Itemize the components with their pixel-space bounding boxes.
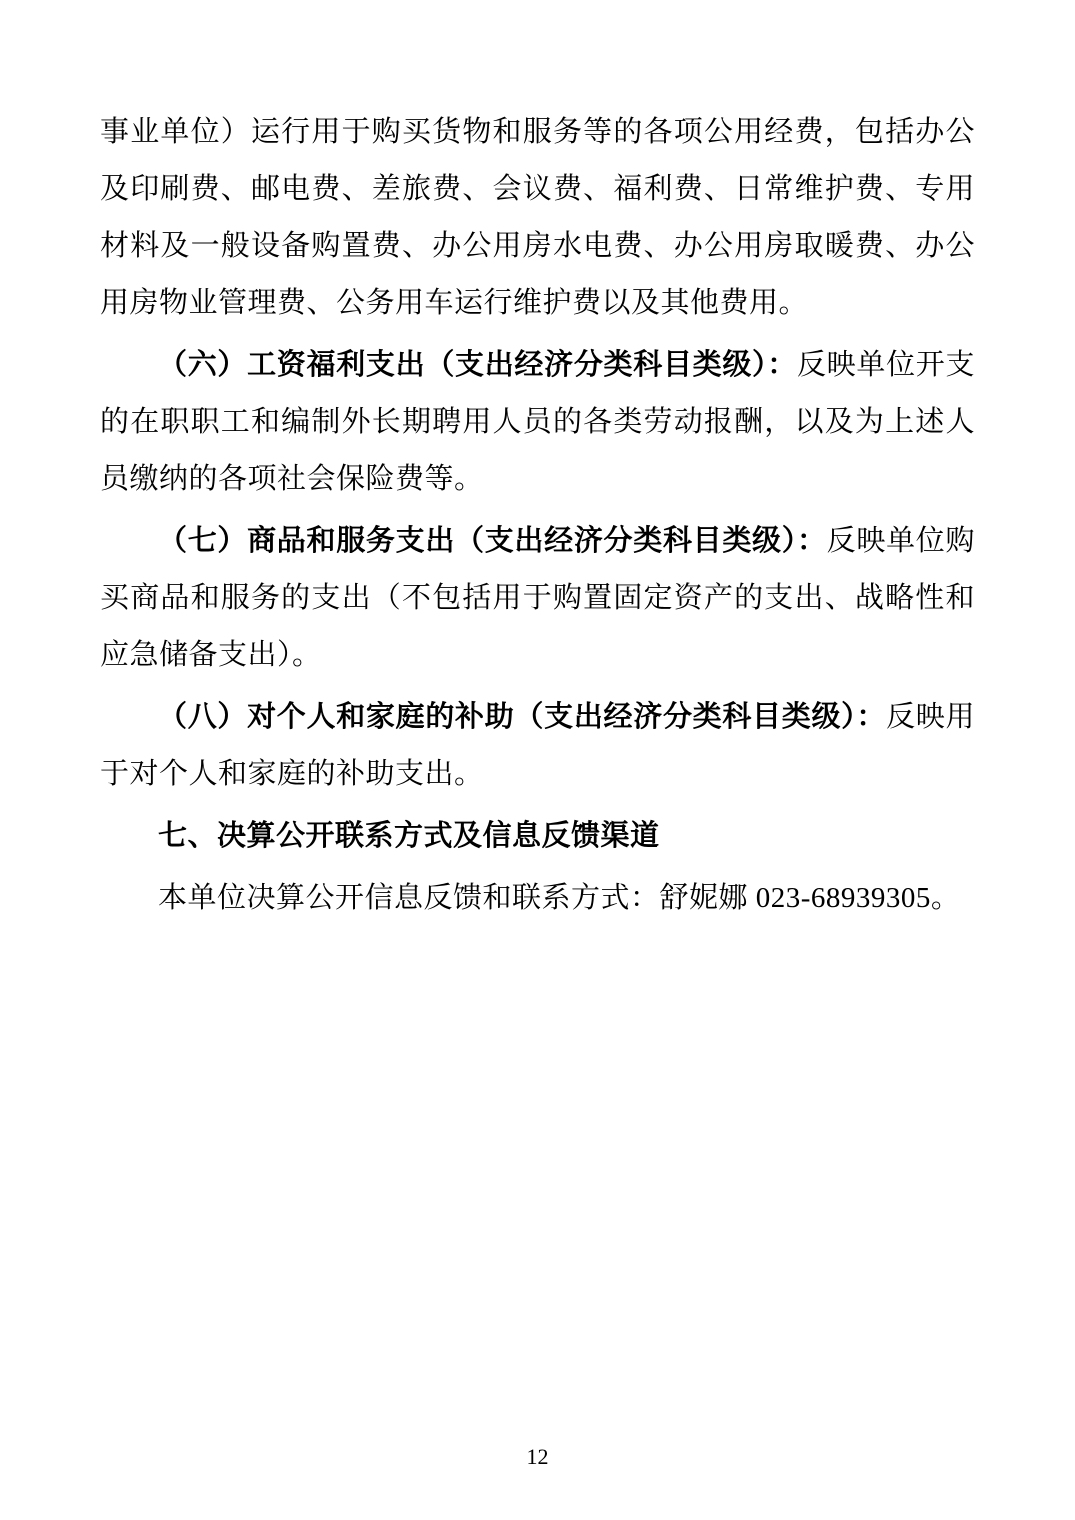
paragraph-lead: （七）商品和服务支出（支出经济分类科目类级）： <box>158 525 827 557</box>
paragraph-operating-expenses <box>100 104 975 332</box>
paragraph-item-7 <box>100 513 975 684</box>
paragraph-item-8 <box>100 689 975 803</box>
paragraph-text: 反映单位购买商品和服务的支出（不包括用于购置固定资产的支出、战略性和应急储备支出）。 <box>100 525 975 671</box>
paragraph-text: 反映单位开支的在职职工和编制外长期聘用人员的各类劳动报酬，以及为上述人员缴纳的各项社会保险费等。 <box>100 349 975 495</box>
paragraph-lead: （六）工资福利支出（支出经济分类科目类级）： <box>158 349 797 381</box>
section-heading-feedback-channels: 七、决算公开联系方式及信息反馈渠道 <box>158 820 660 852</box>
page-number: 12 <box>526 1444 549 1469</box>
paragraph-text: 本单位决算公开信息反馈和联系方式：舒妮娜 023-68939305。 <box>158 882 961 914</box>
paragraph-lead: （八）对个人和家庭的补助（支出经济分类科目类级）： <box>158 701 887 733</box>
paragraph-text: 反映用于对个人和家庭的补助支出。 <box>100 701 975 790</box>
paragraph-contact-info <box>100 870 975 927</box>
paragraph-text: 事业单位）运行用于购买货物和服务等的各项公用经费，包括办公及印刷费、邮电费、差旅费、会议费、福利费、日常维护费、专用材料及一般设备购置费、办公用房水电费、办公用房取暖费、办公用房物业管理费、公务用车运行维护费以及其他费用。 <box>100 116 975 319</box>
paragraph-item-6 <box>100 337 975 508</box>
page-content <box>100 104 975 932</box>
